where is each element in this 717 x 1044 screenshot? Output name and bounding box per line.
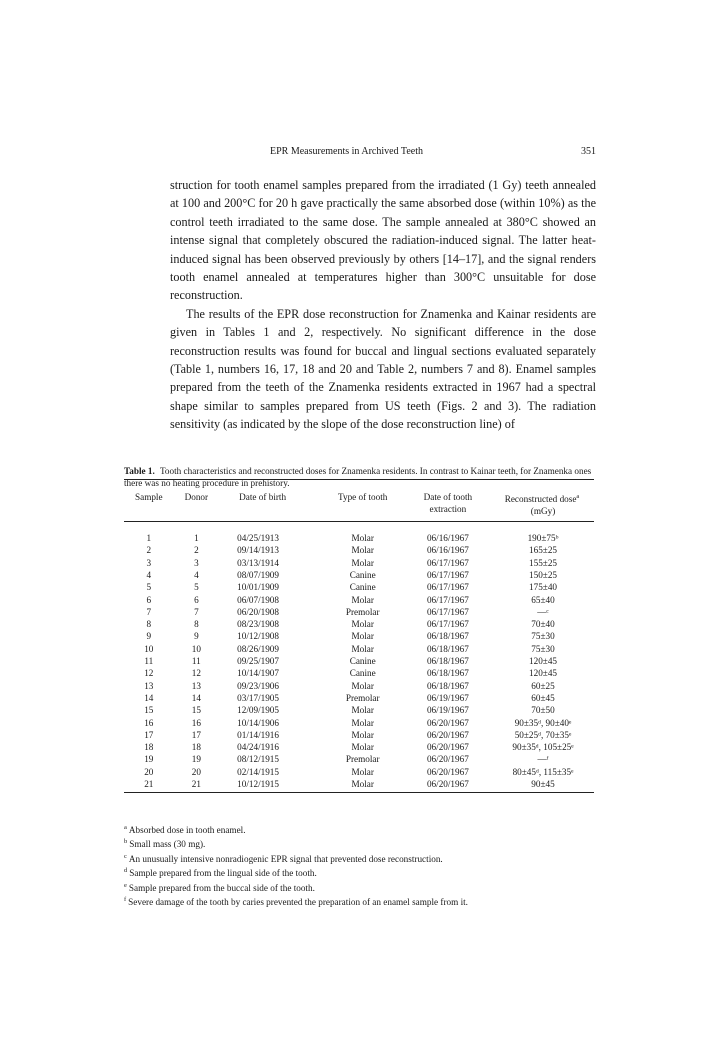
cell-sample: 19: [144, 754, 154, 765]
table-1: [124, 479, 594, 793]
cell-date-of-birth: 06/20/1908: [237, 606, 279, 617]
cell-reconstructed-dose: 120±45: [529, 668, 558, 679]
footnote-mark: b: [124, 838, 128, 846]
footnote-text: Sample prepared from the lingual side of the tooth.: [129, 868, 317, 879]
cell-type-of-tooth: Premolar: [345, 692, 380, 703]
table-row: [124, 594, 594, 606]
cell-extraction-date: 06/20/1967: [426, 717, 469, 728]
cell-donor: 9: [194, 631, 199, 642]
cell-extraction-date: 06/20/1967: [426, 729, 469, 740]
cell-date-of-birth: 10/12/1915: [237, 779, 279, 789]
cell-donor: 8: [194, 619, 199, 630]
cell-type-of-tooth: Molar: [351, 705, 374, 716]
cell-type-of-tooth: Premolar: [345, 754, 380, 765]
col-header-date-of-birth: Date of birth: [239, 492, 287, 502]
cell-donor: 4: [194, 569, 199, 580]
cell-donor: 19: [191, 754, 201, 765]
cell-extraction-date: 06/19/1967: [426, 692, 469, 703]
cell-sample: 16: [144, 717, 154, 728]
cell-reconstructed-dose: —ᶠ: [537, 754, 549, 765]
cell-extraction-date: 06/17/1967: [426, 569, 469, 580]
cell-donor: 20: [191, 766, 201, 777]
cell-donor: 15: [191, 705, 201, 716]
paragraph: The results of the EPR dose reconstruction for Znamenka and Kainar residents are given in Tables 1 and 2, respectively. No significant difference in the dose reconstruction results was found for buccal and lingual sections evaluated separately (Table 1, numbers 16, 17, 18 and 20 and Table 2, numbers 7 and 8). Enamel samples prepared from the teeth of the Znamenka residents extracted in 1967 had a spectral shape similar to samples prepared from US teeth (Figs. 2 and 3). The radiation sensitivity (as indicated by the slope of the dose reconstruction line) of: [170, 306, 596, 432]
cell-type-of-tooth: Canine: [349, 656, 376, 667]
table-caption-text: Tooth characteristics and reconstructed doses for Znamenka residents. In contrast to Kainar teeth, for Znamenka ones there was no heating procedure in prehistory.: [124, 466, 592, 488]
cell-reconstructed-dose: 120±45: [529, 656, 558, 667]
cell-type-of-tooth: Molar: [351, 557, 374, 568]
table-row: [124, 680, 594, 692]
cell-date-of-birth: 12/09/1905: [237, 705, 279, 716]
cell-sample: 4: [146, 569, 152, 580]
table-body: [124, 522, 594, 793]
table-row: [124, 643, 594, 655]
cell-extraction-date: 06/17/1967: [426, 594, 469, 605]
cell-extraction-date: 06/20/1967: [426, 754, 469, 765]
cell-type-of-tooth: Molar: [351, 619, 374, 630]
body-text: [170, 176, 596, 434]
cell-type-of-tooth: Canine: [349, 668, 376, 679]
col-header-donor: Donor: [184, 492, 209, 502]
col-header-dose-mark: a: [576, 493, 580, 500]
cell-extraction-date: 06/18/1967: [426, 643, 469, 654]
table-row: [124, 766, 594, 778]
cell-extraction-date: 06/17/1967: [426, 619, 469, 630]
footnote-text: Severe damage of the tooth by caries prevented the preparation of an enamel sample from it.: [128, 897, 468, 908]
col-header-dose-line1: Reconstructed dose: [504, 494, 577, 505]
table-row: [124, 544, 594, 556]
table-row: [124, 618, 594, 630]
cell-extraction-date: 06/18/1967: [426, 631, 469, 642]
cell-sample: 2: [146, 545, 152, 556]
footnote: [124, 894, 594, 908]
cell-extraction-date: 06/18/1967: [426, 668, 469, 679]
col-header-type-of-tooth: Type of tooth: [338, 492, 388, 502]
col-header-extraction-line1: Date of tooth: [423, 492, 473, 502]
cell-sample: 21: [144, 779, 154, 789]
cell-type-of-tooth: Molar: [351, 742, 374, 753]
cell-type-of-tooth: Molar: [351, 594, 374, 605]
cell-type-of-tooth: Molar: [351, 779, 374, 789]
col-header-sample: Sample: [135, 492, 163, 502]
cell-donor: 10: [191, 643, 201, 654]
cell-extraction-date: 06/16/1967: [426, 533, 469, 544]
cell-date-of-birth: 01/14/1916: [237, 729, 279, 740]
footnote: [124, 865, 594, 879]
cell-reconstructed-dose: 75±30: [531, 643, 555, 654]
cell-donor: 14: [191, 692, 201, 703]
cell-reconstructed-dose: 60±45: [531, 692, 555, 703]
cell-reconstructed-dose: 90±35ᵈ, 90±40ᵉ: [514, 717, 572, 728]
cell-sample: 6: [146, 594, 152, 605]
cell-donor: 11: [191, 656, 201, 667]
footnote-mark: e: [124, 881, 127, 889]
cell-reconstructed-dose: 80±45ᵈ, 115±35ᵉ: [512, 766, 574, 777]
cell-extraction-date: 06/19/1967: [426, 705, 469, 716]
table-row: [124, 522, 594, 545]
table-row: [124, 717, 594, 729]
cell-date-of-birth: 06/07/1908: [237, 594, 279, 605]
cell-extraction-date: 06/18/1967: [426, 656, 469, 667]
paragraph: struction for tooth enamel samples prepared from the irradiated (1 Gy) teeth annealed at 100 and 200°C for 20 h gave practically the same absorbed dose (within 10%) as the control teeth irradiated to the same dose. The sample annealed at 380°C showed an intense signal that completely obscured the radiation-induced signal. The latter heat-induced signal has been observed previously by others [14–17], and the signal renders tooth enamel annealed at temperatures higher than 300°C unsuitable for dose reconstruction.: [170, 178, 596, 303]
cell-donor: 21: [191, 779, 201, 789]
cell-date-of-birth: 03/17/1905: [237, 692, 279, 703]
page-number: 351: [581, 146, 596, 157]
footnote-text: An unusually intensive nonradiogenic EPR signal that prevented dose reconstruction.: [128, 854, 443, 864]
cell-date-of-birth: 08/07/1909: [237, 569, 279, 580]
col-header-extraction-line2: extraction: [429, 504, 467, 514]
cell-date-of-birth: 08/26/1909: [237, 643, 279, 654]
cell-extraction-date: 06/16/1967: [426, 545, 469, 556]
cell-date-of-birth: 10/01/1909: [237, 582, 279, 593]
cell-date-of-birth: 10/14/1906: [237, 717, 279, 728]
cell-type-of-tooth: Molar: [351, 533, 374, 544]
cell-reconstructed-dose: 150±25: [529, 569, 558, 580]
cell-sample: 7: [146, 606, 152, 617]
cell-reconstructed-dose: 175±40: [529, 582, 558, 593]
table-row: [124, 557, 594, 569]
footnote-mark: d: [124, 867, 128, 875]
cell-donor: 3: [194, 557, 199, 568]
cell-type-of-tooth: Molar: [351, 766, 374, 777]
cell-sample: 20: [144, 766, 154, 777]
cell-sample: 13: [144, 680, 154, 691]
cell-reconstructed-dose: 75±30: [531, 631, 555, 642]
cell-date-of-birth: 10/12/1908: [237, 631, 279, 642]
cell-date-of-birth: 02/14/1915: [237, 766, 279, 777]
cell-sample: 12: [144, 668, 154, 679]
cell-sample: 14: [144, 692, 154, 703]
cell-extraction-date: 06/17/1967: [426, 606, 469, 617]
footnote-text: Absorbed dose in tooth enamel.: [128, 825, 246, 836]
cell-type-of-tooth: Molar: [351, 729, 374, 740]
cell-sample: 10: [144, 643, 154, 654]
cell-date-of-birth: 09/14/1913: [237, 545, 279, 556]
cell-type-of-tooth: Canine: [349, 569, 376, 580]
footnote: [124, 851, 594, 865]
cell-donor: 6: [194, 594, 199, 605]
cell-date-of-birth: 09/23/1906: [237, 680, 279, 691]
cell-date-of-birth: 04/24/1916: [237, 742, 279, 753]
table-row: [124, 741, 594, 753]
cell-sample: 17: [144, 729, 154, 740]
table-row: [124, 667, 594, 679]
cell-type-of-tooth: Molar: [351, 545, 374, 556]
footnote-mark: f: [124, 896, 127, 904]
cell-date-of-birth: 04/25/1913: [237, 533, 279, 544]
footnote: [124, 822, 594, 836]
data-table: [124, 479, 594, 793]
cell-reconstructed-dose: 165±25: [529, 545, 558, 556]
cell-reconstructed-dose: 90±45: [531, 779, 555, 789]
cell-extraction-date: 06/20/1967: [426, 742, 469, 753]
cell-type-of-tooth: Molar: [351, 631, 374, 642]
footnote-text: Small mass (30 mg).: [129, 839, 206, 850]
cell-donor: 13: [191, 680, 201, 691]
cell-reconstructed-dose: 70±50: [531, 705, 555, 716]
table-header-row: [124, 480, 594, 522]
table-row: [124, 753, 594, 765]
footnote-text: Sample prepared from the buccal side of the tooth.: [128, 882, 315, 893]
running-head: [170, 146, 596, 160]
cell-donor: 5: [194, 582, 199, 593]
cell-type-of-tooth: Canine: [349, 582, 376, 593]
cell-sample: 1: [146, 533, 152, 544]
cell-type-of-tooth: Molar: [351, 680, 374, 691]
cell-reconstructed-dose: 60±25: [531, 680, 555, 691]
footnote: [124, 836, 594, 850]
cell-reconstructed-dose: 50±25ᵈ, 70±35ᵉ: [514, 729, 572, 740]
col-header-dose-line2: (mGy): [530, 506, 556, 517]
cell-date-of-birth: 08/12/1915: [237, 754, 279, 765]
cell-type-of-tooth: Molar: [351, 643, 374, 654]
table-row: [124, 778, 594, 793]
table-row: [124, 630, 594, 642]
table-caption-label: Table 1.: [124, 466, 155, 476]
cell-extraction-date: 06/17/1967: [426, 557, 469, 568]
cell-reconstructed-dose: 155±25: [529, 557, 558, 568]
cell-reconstructed-dose: —ᶜ: [537, 606, 549, 617]
cell-extraction-date: 06/17/1967: [426, 582, 469, 593]
table-row: [124, 569, 594, 581]
cell-donor: 1: [194, 533, 199, 544]
cell-date-of-birth: 10/14/1907: [237, 668, 279, 679]
footnote: [124, 880, 594, 894]
cell-type-of-tooth: Molar: [351, 717, 374, 728]
cell-date-of-birth: 08/23/1908: [237, 619, 279, 630]
table-row: [124, 692, 594, 704]
table-row: [124, 581, 594, 593]
table-row: [124, 704, 594, 716]
running-title: EPR Measurements in Archived Teeth: [270, 146, 423, 157]
cell-reconstructed-dose: 190±75ᵇ: [527, 533, 559, 544]
cell-sample: 11: [144, 656, 154, 667]
cell-donor: 16: [191, 717, 201, 728]
cell-donor: 12: [191, 668, 201, 679]
footnote-mark: a: [124, 824, 127, 831]
cell-type-of-tooth: Premolar: [345, 606, 380, 617]
cell-sample: 3: [146, 557, 152, 568]
cell-donor: 17: [191, 729, 201, 740]
cell-date-of-birth: 03/13/1914: [237, 557, 279, 568]
cell-sample: 18: [144, 742, 154, 753]
cell-date-of-birth: 09/25/1907: [237, 656, 279, 667]
table-row: [124, 606, 594, 618]
cell-extraction-date: 06/18/1967: [426, 680, 469, 691]
table-footnotes: [124, 822, 594, 909]
cell-sample: 15: [144, 705, 154, 716]
cell-reconstructed-dose: 90±35ᵈ, 105±25ᵉ: [512, 742, 574, 753]
col-header-reconstructed-dose: [492, 480, 594, 522]
cell-extraction-date: 06/20/1967: [426, 779, 469, 789]
table-row: [124, 729, 594, 741]
cell-reconstructed-dose: 65±40: [531, 594, 555, 605]
cell-sample: 8: [146, 619, 152, 630]
cell-sample: 5: [146, 582, 152, 593]
cell-reconstructed-dose: 70±40: [531, 619, 555, 630]
cell-sample: 9: [146, 631, 152, 642]
cell-donor: 18: [191, 742, 201, 753]
col-header-extraction-date: [404, 480, 492, 522]
footnote-mark: c: [124, 852, 127, 860]
table-row: [124, 655, 594, 667]
cell-donor: 2: [194, 545, 199, 556]
cell-donor: 7: [194, 606, 199, 617]
cell-extraction-date: 06/20/1967: [426, 766, 469, 777]
